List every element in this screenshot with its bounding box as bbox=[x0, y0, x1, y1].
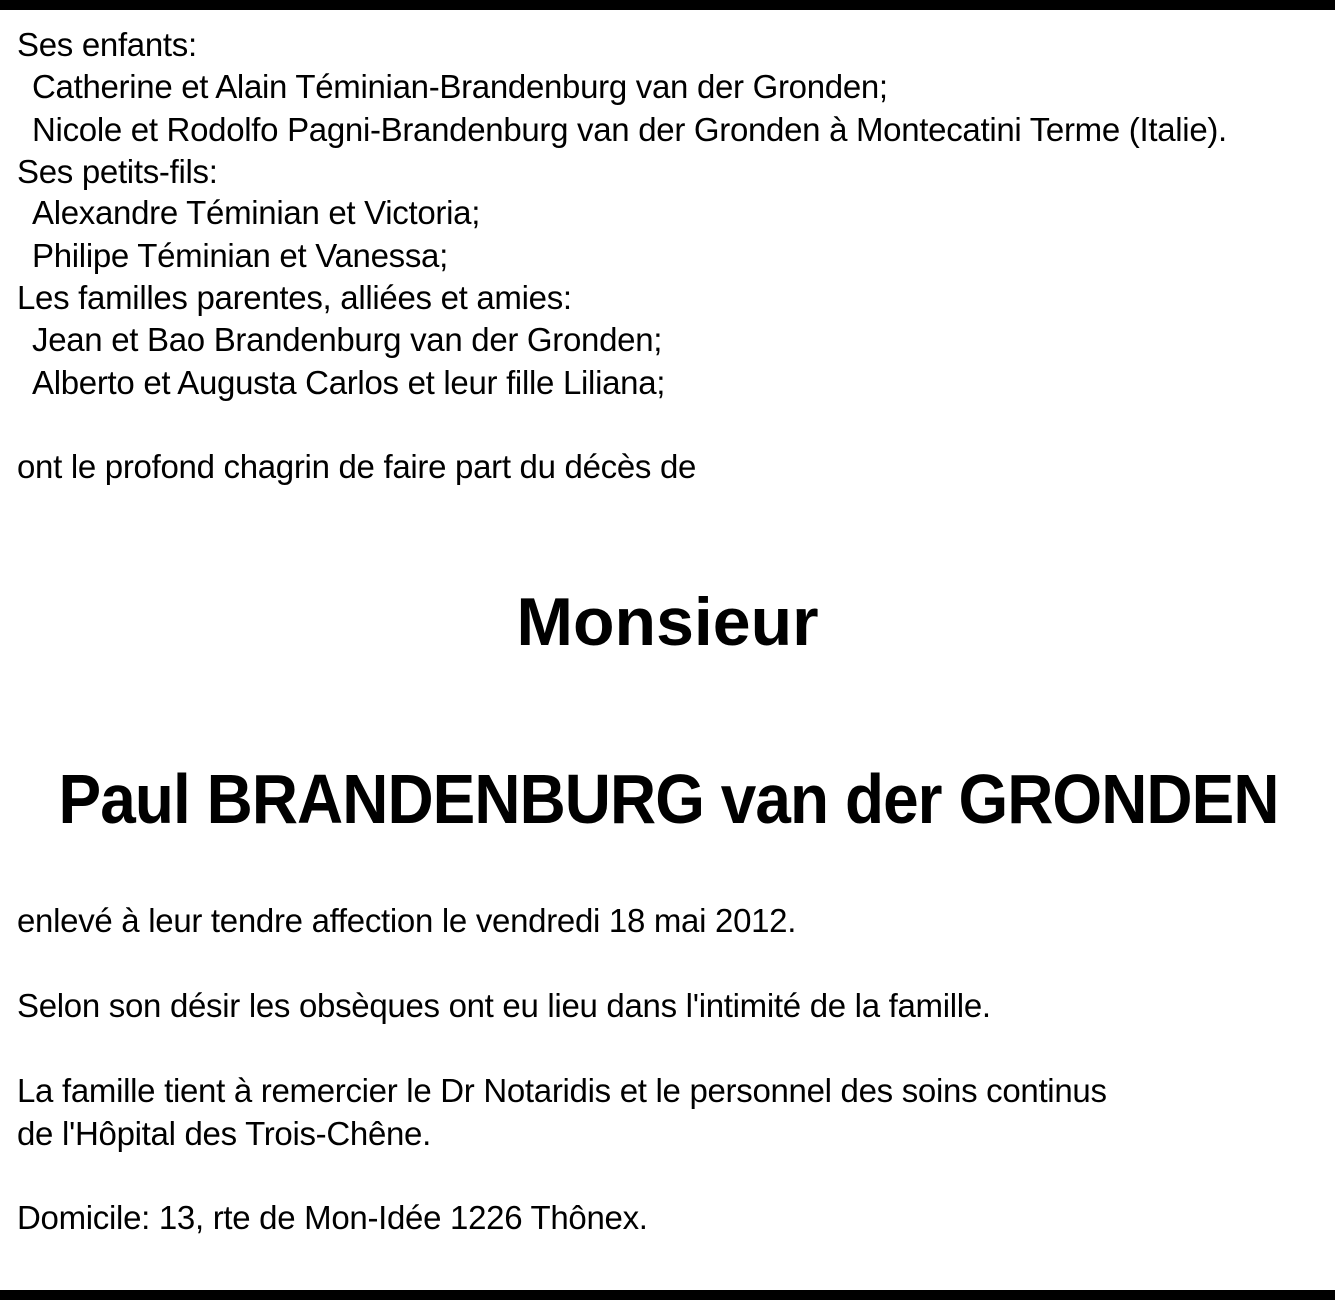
thanks-line-2: de l'Hôpital des Trois-Chêne. bbox=[17, 1115, 431, 1152]
grandchildren-line-1: Alexandre Téminian et Victoria; bbox=[32, 194, 481, 231]
relatives-line-2: Alberto et Augusta Carlos et leur fille Liliana; bbox=[32, 364, 666, 401]
grandchildren-heading: Ses petits-fils: bbox=[17, 153, 218, 190]
relatives-heading: Les familles parentes, alliées et amies: bbox=[17, 279, 572, 316]
announcement-text: ont le profond chagrin de faire part du décès de bbox=[17, 448, 697, 485]
domicile-text: Domicile: 13, rte de Mon-Idée 1226 Thônex. bbox=[17, 1199, 648, 1236]
top-border-rule bbox=[0, 0, 1335, 10]
relatives-line-1: Jean et Bao Brandenburg van der Gronden; bbox=[32, 321, 663, 358]
death-notice-text: enlevé à leur tendre affection le vendredi 18 mai 2012. bbox=[17, 902, 797, 939]
children-line-1: Catherine et Alain Téminian-Brandenburg van der Gronden; bbox=[32, 68, 888, 105]
children-line-2: Nicole et Rodolfo Pagni-Brandenburg van der Gronden à Montecatini Terme (Italie). bbox=[32, 111, 1227, 148]
thanks-line-1: La famille tient à remercier le Dr Notaridis et le personnel des soins continus bbox=[17, 1072, 1107, 1109]
deceased-name: Paul BRANDENBURG van der GRONDEN bbox=[58, 760, 1279, 838]
funeral-notice-text: Selon son désir les obsèques ont eu lieu dans l'intimité de la famille. bbox=[17, 987, 991, 1024]
children-heading: Ses enfants: bbox=[17, 26, 197, 63]
bottom-border-rule bbox=[0, 1290, 1335, 1300]
deceased-honorific: Monsieur bbox=[516, 584, 819, 660]
grandchildren-line-2: Philipe Téminian et Vanessa; bbox=[32, 237, 448, 274]
